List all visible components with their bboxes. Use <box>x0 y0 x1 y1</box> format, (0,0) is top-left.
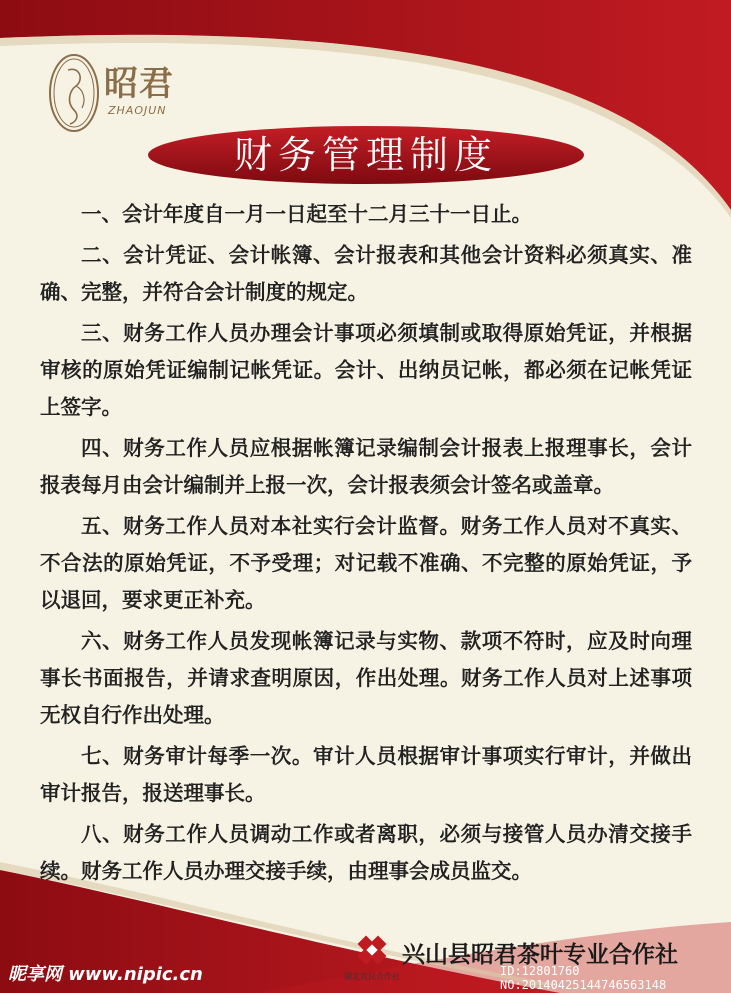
organization-name: 兴山县昭君茶叶专业合作社 <box>402 941 678 968</box>
rule-item: 六、财务工作人员发现帐簿记录与实物、款项不符时，应及时向理事长书面报告，并请求查明原因，作出处理。财务工作人员对上述事项无权自行作出处理。 <box>40 629 692 727</box>
rules-list <box>40 196 692 894</box>
watermark-id: ID:12801760 NO:20140425144746563148 <box>500 964 667 992</box>
watermark-site: 昵享网 www.nipic.cn <box>8 964 203 985</box>
page-title: 财务管理制度 <box>233 133 498 177</box>
rule-item: 四、财务工作人员应根据帐簿记录编制会计报表上报理事长，会计报表每月由会计编制并上报一次，会计报表须会计签名或盖章。 <box>40 436 692 497</box>
rule-item: 二、会计凭证、会计帐簿、会计报表和其他会计资料必须真实、准确、完整，并符合会计制度的规定。 <box>40 243 692 304</box>
rule-item: 五、财务工作人员对本社实行会计监督。财务工作人员对不真实、不合法的原始凭证，不予受理；对记载不准确、不完整的原始凭证，予以退回，要求更正补充。 <box>40 514 692 612</box>
cooperative-caption: 湖北农民合作社 <box>344 972 400 981</box>
brand-name-cn: 昭君 <box>104 64 174 104</box>
brand-name-en: ZHAOJUN <box>108 104 167 117</box>
rule-item: 三、财务工作人员办理会计事项必须填制或取得原始凭证，并根据审核的原始凭证编制记帐凭证。会计、出纳员记帐，都必须在记帐凭证上签字。 <box>40 321 692 419</box>
rule-item: 一、会计年度自一月一日起至十二月三十一日止。 <box>81 202 532 226</box>
rule-item: 八、财务工作人员调动工作或者离职，必须与接管人员办清交接手续。财务工作人员办理交接手续，由理事会成员监交。 <box>40 822 692 883</box>
cooperative-logo-icon <box>352 930 392 970</box>
rule-item: 七、财务审计每季一次。审计人员根据审计事项实行审计，并做出审计报告，报送理事长。 <box>40 744 692 805</box>
